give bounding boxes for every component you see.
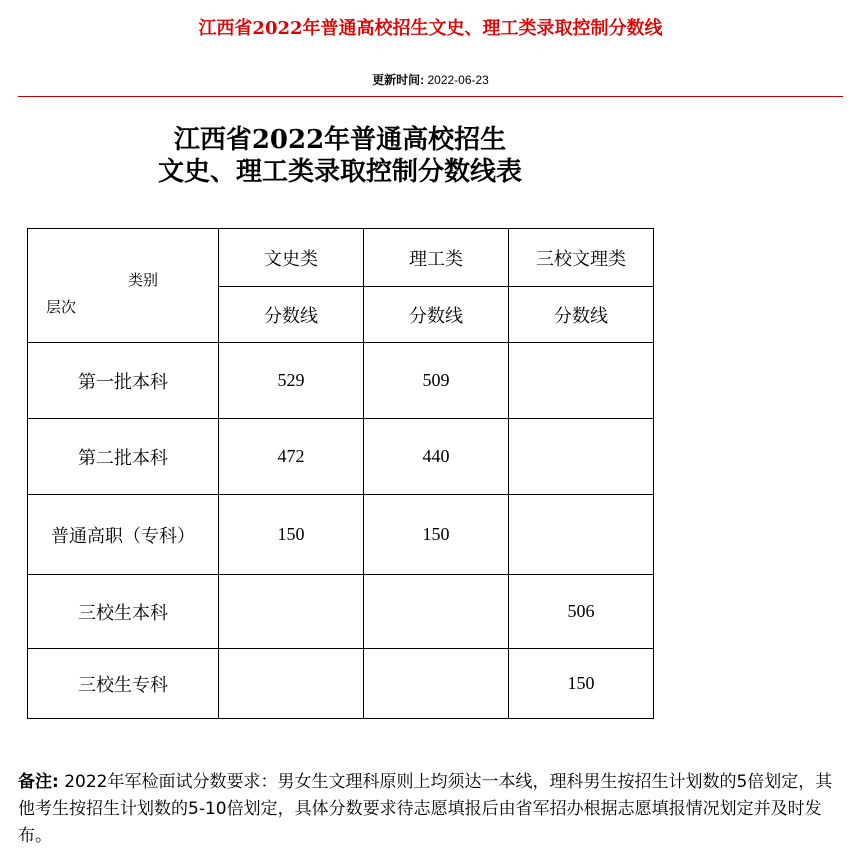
update-time [0, 71, 861, 89]
subheader-cell: 分数线 [219, 287, 364, 343]
remarks-label: 备注: [18, 772, 59, 792]
table-row [28, 495, 654, 575]
column-header-sanxiao: 三校文理类 [509, 229, 654, 287]
score-cell: 150 [509, 649, 654, 719]
subheader-cell: 分数线 [509, 287, 654, 343]
row-label: 第二批本科 [28, 419, 219, 495]
column-header-ligong: 理工类 [364, 229, 509, 287]
row-label: 普通高职（专科） [28, 495, 219, 575]
row-label: 三校生专科 [28, 649, 219, 719]
document-title-line1: 江西省2022年普通高校招生 [173, 125, 507, 155]
corner-category-label: 类别 [128, 272, 159, 289]
row-label: 三校生本科 [28, 575, 219, 649]
remarks-text: 2022年军检面试分数要求：男女生文理科原则上均须达一本线，理科男生按招生计划数的5倍划定，其他考生按招生计划数的5-10倍划定，具体分数要求待志愿填报后由省军招办根据志愿填报情况划定并及时发布。 [18, 772, 833, 846]
document-title [0, 124, 680, 188]
score-cell: 150 [219, 495, 364, 575]
score-cell [364, 575, 509, 649]
score-cell [509, 495, 654, 575]
corner-level-label: 层次 [46, 299, 77, 316]
table-header-row [28, 229, 654, 287]
update-time-label: 更新时间: [372, 73, 425, 87]
score-cell: 509 [364, 343, 509, 419]
score-cell: 529 [219, 343, 364, 419]
score-cell: 440 [364, 419, 509, 495]
subheader-cell: 分数线 [364, 287, 509, 343]
document-title-line2: 文史、理工类录取控制分数线表 [157, 157, 522, 187]
score-cell [509, 419, 654, 495]
page-title: 江西省2022年普通高校招生文史、理工类录取控制分数线 [198, 18, 663, 39]
score-cell: 472 [219, 419, 364, 495]
score-cell [219, 649, 364, 719]
score-table [27, 228, 654, 719]
score-cell [364, 649, 509, 719]
table-corner-cell [28, 229, 219, 343]
score-cell: 150 [364, 495, 509, 575]
column-header-wenshi: 文史类 [219, 229, 364, 287]
update-time-value: 2022-06-23 [427, 73, 489, 87]
row-label: 第一批本科 [28, 343, 219, 419]
remarks [18, 769, 848, 850]
score-cell [219, 575, 364, 649]
score-cell [509, 343, 654, 419]
table-row [28, 649, 654, 719]
score-cell: 506 [509, 575, 654, 649]
table-row [28, 419, 654, 495]
table-row [28, 343, 654, 419]
table-row [28, 575, 654, 649]
header-divider [18, 96, 843, 97]
